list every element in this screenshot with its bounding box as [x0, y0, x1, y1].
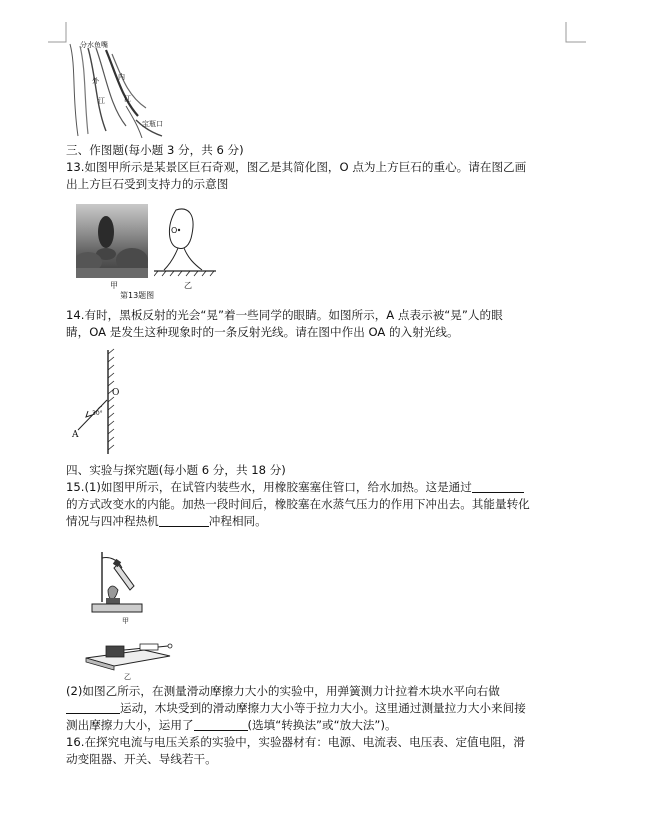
test-tube-apparatus — [88, 546, 152, 626]
label-wai: 外 — [92, 77, 99, 85]
figure-13-label-o: O — [171, 226, 178, 235]
figure-14-angle: 30° — [92, 410, 103, 417]
figure-13 — [76, 204, 216, 300]
question-15-line-3 — [66, 513, 576, 530]
figure-13-label-yi: 乙 — [184, 281, 192, 290]
figure-13-label-jia: 甲 — [110, 281, 118, 290]
question-15-line-2: 的方式改变水的内能。加热一段时间后，橡胶塞在水蒸气压力的作用下冲出去。其能量转化 — [66, 497, 530, 511]
question-16-line-2: 动变阻器、开关、导线若干。 — [66, 752, 217, 766]
label-fenshui-yuzui: 分水鱼嘴 — [80, 41, 108, 49]
question-16 — [66, 734, 576, 768]
figure-14-label-a: A — [72, 430, 79, 440]
figure-15-yi — [84, 636, 174, 682]
answer-blank-1[interactable] — [472, 480, 524, 493]
rock-photo-shapes — [76, 204, 148, 278]
figure-14-label-o: O — [112, 388, 120, 398]
question-15-part-1 — [66, 479, 576, 530]
answer-blank-2[interactable] — [159, 514, 209, 527]
question-15-part-2-line-2 — [66, 700, 576, 717]
mirror-diagram — [70, 348, 150, 458]
label-nei: 内 — [118, 73, 125, 81]
label-jiang-2: 江 — [124, 95, 131, 103]
question-13-line-1: 13.如图甲所示是某景区巨石奇观，图乙是其简化图，O 点为上方巨石的重心。请在图乙画 — [66, 160, 527, 174]
question-13-line-2: 出上方巨石受到支持力的示意图 — [66, 177, 229, 191]
rock-sketch — [154, 206, 218, 282]
figure-15-jia — [88, 546, 152, 626]
question-15-part-2-line-3-tail: (选填“转换法”或“放大法”)。 — [247, 718, 397, 732]
question-15-part-2-line-3-text: 测出摩擦力大小，运用了 — [66, 718, 194, 732]
figure-14 — [70, 348, 150, 458]
river-figure — [66, 36, 166, 140]
section-4-heading: 四、实验与探究题(每小题 6 分，共 18 分) — [66, 463, 286, 477]
label-jiang-1: 江 — [98, 97, 105, 105]
label-baopingkou: 宝瓶口 — [142, 120, 163, 128]
question-16-line-1: 16.在探究电流与电压关系的实验中，实验器材有：电源、电流表、电压表、定值电阻，滑 — [66, 735, 526, 749]
question-15-part-2-line-3 — [66, 717, 576, 734]
corner-mark-top-right — [564, 22, 586, 44]
question-14-line-2: 睛，OA 是发生这种现象时的一条反射光线。请在图中作出 OA 的入射光线。 — [66, 325, 459, 339]
answer-blank-4[interactable] — [194, 718, 248, 731]
figure-15-label-jia: 甲 — [122, 617, 129, 625]
question-14-line-1: 14.有时，黑板反射的光会“晃”着一些同学的眼睛。如图所示，A 点表示被“晃”人的眼 — [66, 308, 503, 322]
question-15-line-3-text: 情况与四冲程热机 — [66, 514, 159, 528]
question-15-part-2 — [66, 683, 576, 734]
question-14 — [66, 307, 576, 341]
section-3-heading: 三、作图题(每小题 3 分，共 6 分) — [66, 143, 244, 157]
question-15-line-1-text: 15.(1)如图甲所示，在试管内装些水，用橡胶塞塞住管口，给水加热。这是通过 — [66, 480, 472, 494]
rock-photo — [76, 204, 148, 278]
figure-13-caption: 第13题图 — [120, 291, 155, 300]
question-15-line-1 — [66, 479, 576, 496]
corner-mark-top-left — [48, 22, 68, 44]
question-15-line-3-tail: 冲程相同。 — [208, 514, 267, 528]
question-15-part-2-line-1: (2)如图乙所示，在测量滑动摩擦力大小的实验中，用弹簧测力计拉着木块水平向右做 — [66, 684, 500, 698]
answer-blank-3[interactable] — [66, 701, 120, 714]
figure-15-label-yi: 乙 — [124, 673, 131, 681]
question-15-part-2-line-2-text: 运动，木块受到的滑动摩擦力大小等于拉力大小。这里通过测量拉力大小来间接 — [120, 701, 526, 715]
question-13 — [66, 159, 576, 193]
